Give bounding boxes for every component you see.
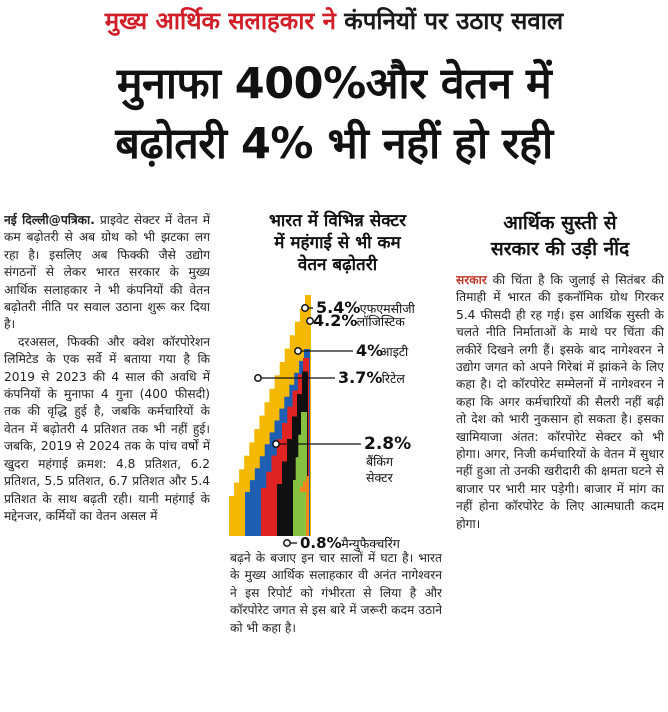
sidebar-title-line-1: आर्थिक सुस्ती से xyxy=(503,212,617,234)
chart-value-label-4: 2.8% xyxy=(364,434,412,454)
chart-value-label-5: 0.8% xyxy=(300,534,342,552)
chart-title-line-1: भारत में विभिन्न सेक्टर xyxy=(268,211,407,231)
chart-category-label-3: रिटेल xyxy=(381,371,405,386)
sidebar-title-line-2: सरकार की उड़ी नींद xyxy=(490,238,630,260)
headline-line-2: बढ़ोतरी 4% भी नहीं हो रही xyxy=(115,119,553,169)
chart-category-label-1: लॉजिस्टिक xyxy=(356,314,405,329)
sidebar-title xyxy=(456,210,664,262)
chart-title-line-3: वेतन बढ़ोतरी xyxy=(297,255,378,275)
chart-marker-4 xyxy=(273,441,279,447)
chart-category-label-0: एफएमसीजी xyxy=(359,301,415,316)
chart-marker-0 xyxy=(302,305,308,311)
chart-value-label-0: 5.4% xyxy=(316,298,361,317)
chart-marker-5 xyxy=(284,540,290,546)
article-column-2 xyxy=(230,550,442,712)
chart-category-label-4: बैंकिंग xyxy=(366,454,394,469)
headline-line-1: मुनाफा 400%और वेतन में xyxy=(116,59,552,109)
sidebar-column xyxy=(456,272,664,712)
chart-category-label-2: आइटी xyxy=(379,344,409,359)
chart-marker-2 xyxy=(295,348,301,354)
chart-category-label-5: मैन्युफैक्चरिंग xyxy=(341,536,400,551)
chart-title-line-2: में महंगाई से भी कम xyxy=(274,233,401,253)
kicker-highlight: मुख्य आर्थिक सलाहकार ने xyxy=(104,7,336,35)
sidebar-lead: सरकार xyxy=(456,273,487,287)
chart-value-label-1: 4.2% xyxy=(313,311,358,330)
chart-category-label-4-line-2: सेक्टर xyxy=(366,470,393,485)
sidebar-body: की चिंता है कि जुलाई से सितंबर की तिमाही में भारत की इकनॉमिक ग्रोथ गिरकर 5.4 फीसदी ही रह गई। इस आर्थिक सुस्ती के चलते नीति निर्माताओं के माथे पर चिंता की लकीरें दिखने लगी हैं। इसके बाद नागेश्वरन ने उद्योग जगत को अपने गिरेबां में झांकने के लिए कहा है। दो कॉरपोरेट सम्मेलनों में नागेश्वरन ने कहा कि अगर कर्मचारियों की सैलरी नहीं बढ़ी तो देश को भारी नुकसान हो सकता है। इसका खामियाजा अंतत: कॉरपोरेट सेक्टर को भी होगा। अगर, निजी कर्मचारियों के वेतन में सुधार नहीं हुआ तो उनकी खरीदारी की क्षमता घटने से बाजार पर भारी मार पड़ेगी। बाजार में मांग का नहीं होना कॉरपोरेट के लिए आत्मघाती कदम होगा। xyxy=(456,273,664,531)
kicker-text: कंपनियों पर उठाए सवाल xyxy=(344,7,564,35)
article-paragraph-3: बढ़ने के बजाए इन चार सालों में घटा है। भारत के मुख्य आर्थिक सलाहकार वी अनंत नागेश्वरन ने इस रिपोर्ट को गंभीरता से लिया है और कॉरपोरेट जगत से इस बारे में जरूरी कदम उठाने को भी कहा है। xyxy=(230,551,442,635)
chart-value-label-3: 3.7% xyxy=(338,368,383,387)
dateline: नई दिल्ली@पत्रिका. xyxy=(4,213,95,227)
article-paragraph-2: दरअसल, फिक्की और क्वेश कॉरपोरेशन लिमिटेड के एक सर्वे में बताया गया है कि 2019 से 2023 की 4 साल की अवधि में कंपनियों के मुनाफा 4 गुना (400 फीसदी) तक की वृद्धि हुई है, जबकि कर्मचारियों के वेतन में बढ़ोतरी 4 प्रतिशत तक भी नहीं हुई। जबकि, 2019 से 2024 तक के पांच वर्षों में खुदरा महंगाई क्रमश: 4.8 प्रतिशत, 6.2 प्रतिशत, 5.5 प्रतिशत, 6.7 प्रतिशत और 5.4 प्रतिशत के साथ बढ़ती रही। यानी महंगाई के मद्देनजर, कर्मियों का वेतन असल में xyxy=(4,334,210,523)
paragraph-1-text: प्राइवेट सेक्टर में वेतन में कम बढ़ोतरी से अब ग्रोथ को भी झटका लग रहा है। इसलिए अब फिक्की जैसे उद्योग संगठनों से लेकर भारत सरकार के मुख्य आर्थिक सलाहकार ने भी कंपनियों की वेतन बढ़ोतरी नीति पर सवाल उठाना शुरू कर दिया है। xyxy=(4,213,210,332)
chart-value-label-2: 4% xyxy=(356,341,384,360)
chart-marker-3 xyxy=(255,375,261,381)
sidebar-paragraph xyxy=(456,272,664,533)
